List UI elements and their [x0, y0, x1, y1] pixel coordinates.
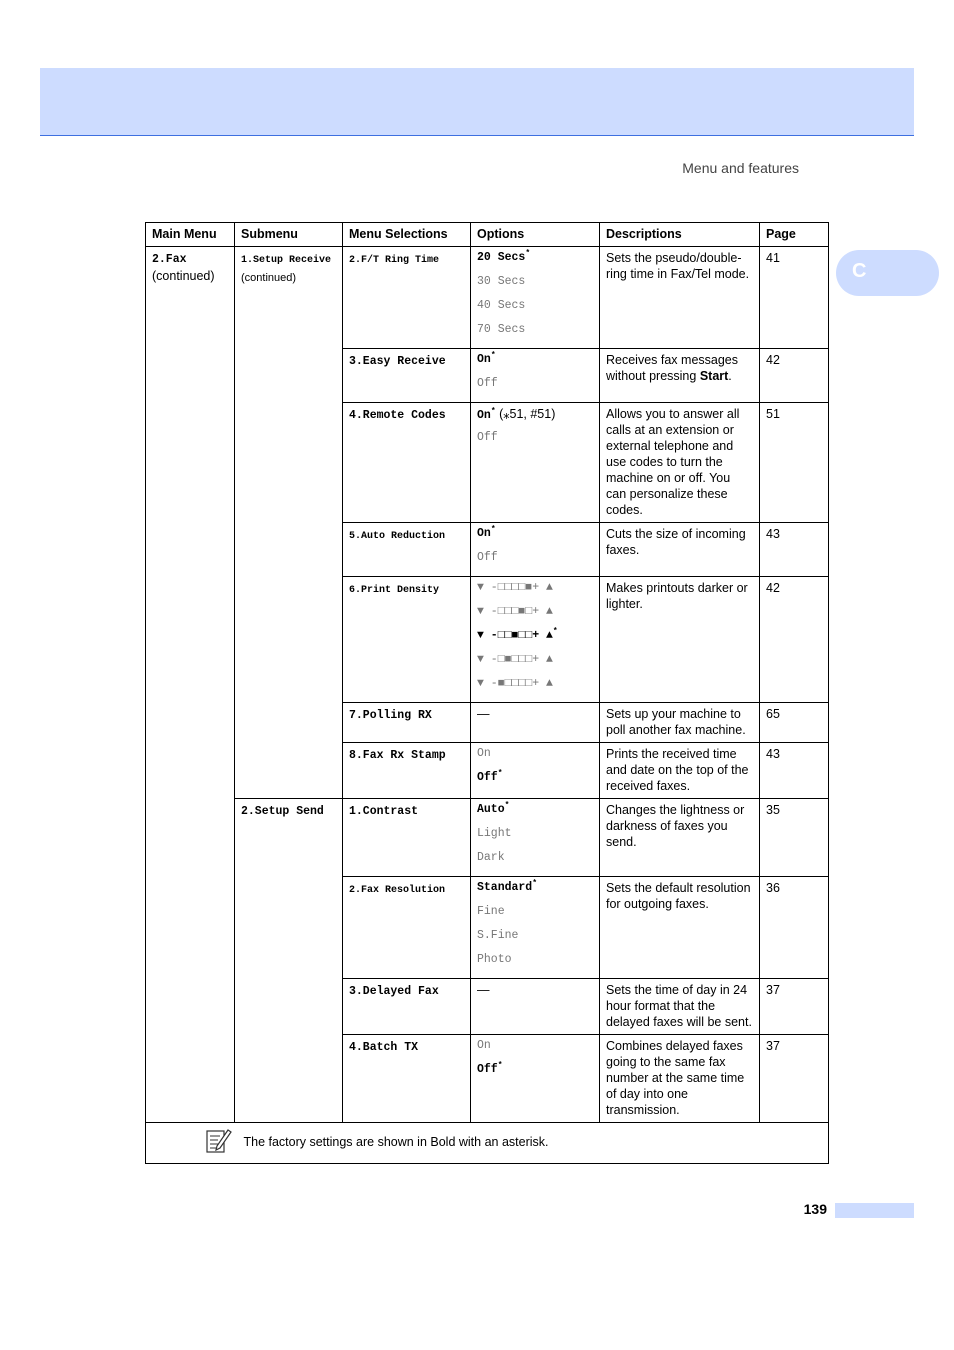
option-item [477, 878, 593, 902]
description-cell [600, 577, 760, 703]
options-cell [471, 799, 600, 877]
page-cell [760, 703, 829, 743]
note-text: The factory settings are shown in Bold with an asterisk. [243, 1135, 549, 1149]
default-marker: * [525, 249, 531, 259]
option-item [477, 524, 593, 548]
option-item [477, 248, 593, 272]
menu-selection: 8.Fax Rx Stamp [349, 749, 446, 762]
option-text: Dark [477, 851, 505, 864]
menu-selection-cell [343, 349, 471, 403]
option-item [477, 626, 593, 650]
option-item [477, 1060, 593, 1084]
default-marker: * [490, 351, 496, 361]
options-cell [471, 523, 600, 577]
note-cell [146, 1123, 829, 1164]
description-cell [600, 979, 760, 1035]
description-end: . [728, 369, 732, 383]
menu-selection-cell [343, 1035, 471, 1123]
default-marker: * [490, 525, 496, 535]
menu-selection: 4.Batch TX [349, 1041, 419, 1054]
description-cell [600, 743, 760, 799]
description-text: Changes the lightness or darkness of faxes you send. [606, 803, 745, 849]
option-item [477, 650, 593, 674]
column-header: Main Menu [146, 223, 235, 247]
menu-table [145, 222, 829, 1164]
option-item [477, 902, 593, 926]
option-text: Auto [477, 803, 505, 816]
table-row [146, 799, 829, 877]
option-text: 40 Secs [477, 299, 526, 312]
description-cell [600, 403, 760, 523]
option-item [477, 578, 593, 602]
default-marker: * [532, 879, 538, 889]
page-ref: 43 [766, 527, 780, 541]
option-item [477, 320, 593, 344]
menu-selection-cell [343, 703, 471, 743]
option-item [477, 296, 593, 320]
main-menu-continued: (continued) [152, 269, 215, 283]
menu-selection-cell [343, 979, 471, 1035]
table-row [146, 247, 829, 349]
page-cell [760, 979, 829, 1035]
menu-selection: 2.F/T Ring Time [349, 255, 440, 266]
option-text: On [477, 353, 491, 366]
page-cell [760, 799, 829, 877]
chapter-tab-letter: C [852, 260, 867, 282]
menu-selection: 3.Easy Receive [349, 355, 446, 368]
option-item [477, 800, 593, 824]
default-marker: * [497, 1061, 503, 1071]
description-cell [600, 1035, 760, 1123]
page-ref: 51 [766, 407, 780, 421]
options-cell [471, 703, 600, 743]
description-text: Allows you to answer all calls at an extension or external telephone and use codes to turn the machine on or off. You can personalize these codes. [606, 407, 740, 517]
page-ref: 65 [766, 707, 780, 721]
menu-selection: 4.Remote Codes [349, 409, 446, 422]
page-cell [760, 743, 829, 799]
options-cell [471, 247, 600, 349]
option-text: 20 Secs [477, 251, 526, 264]
option-text: — [477, 983, 490, 997]
option-item [477, 950, 593, 974]
option-item [477, 1036, 593, 1060]
page-ref: 43 [766, 747, 780, 761]
description-cell [600, 799, 760, 877]
page-ref: 41 [766, 251, 780, 265]
description-cell [600, 247, 760, 349]
option-item [477, 548, 593, 572]
menu-selection-cell [343, 247, 471, 349]
option-text: Off [477, 771, 498, 784]
option-text: ▼ -□■□□□+ ▲ [477, 653, 553, 666]
menu-selection-cell [343, 877, 471, 979]
options-cell [471, 743, 600, 799]
option-text: Off [477, 377, 498, 390]
option-item [477, 272, 593, 296]
option-item [477, 428, 593, 452]
option-item [477, 824, 593, 848]
page-cell [760, 403, 829, 523]
main-menu-label: 2.Fax [152, 253, 187, 266]
page-ref: 37 [766, 983, 780, 997]
option-item [477, 404, 593, 428]
description-text: Receives fax messages without pressing [606, 353, 739, 383]
description-text: Makes printouts darker or lighter. [606, 581, 748, 611]
option-text: Fine [477, 905, 505, 918]
main-menu-cell [146, 247, 235, 1123]
chapter-tab [836, 250, 939, 296]
description-text: Cuts the size of incoming faxes. [606, 527, 746, 557]
description-text: Sets the pseudo/double-ring time in Fax/Tel mode. [606, 251, 750, 281]
menu-selection: 2.Fax Resolution [349, 885, 446, 896]
options-cell [471, 979, 600, 1035]
menu-selection-cell [343, 577, 471, 703]
option-text: Off [477, 431, 498, 444]
menu-selection-cell [343, 523, 471, 577]
table-header-row [146, 223, 829, 247]
option-suffix: (⁎51, #51) [495, 407, 556, 421]
submenu-label: 1.Setup Receive [241, 255, 332, 266]
table-body [146, 247, 829, 1123]
menu-selection: 5.Auto Reduction [349, 531, 446, 542]
option-text: S.Fine [477, 929, 519, 942]
menu-selection: 7.Polling RX [349, 709, 432, 722]
options-cell [471, 403, 600, 523]
default-marker: * [552, 627, 558, 637]
submenu-continued: (continued) [241, 272, 297, 284]
options-cell [471, 1035, 600, 1123]
column-header: Menu Selections [343, 223, 471, 247]
page-ref: 42 [766, 581, 780, 595]
options-cell [471, 577, 600, 703]
note-row [146, 1123, 829, 1164]
page-cell [760, 247, 829, 349]
option-text: ▼ -□□□□■+ ▲ [477, 581, 553, 594]
option-item [477, 848, 593, 872]
column-header: Submenu [235, 223, 343, 247]
description-text: Sets the time of day in 24 hour format that the delayed faxes will be sent. [606, 983, 752, 1029]
option-item [477, 674, 593, 698]
description-cell [600, 703, 760, 743]
option-text: ▼ -□□■□□+ ▲ [477, 629, 553, 642]
option-text: Off [477, 1063, 498, 1076]
option-text: Off [477, 551, 498, 564]
submenu-cell [235, 247, 343, 799]
page-cell [760, 1035, 829, 1123]
header-band [40, 68, 914, 136]
page-number-bar [835, 1203, 914, 1218]
option-text: ▼ -■□□□□+ ▲ [477, 677, 553, 690]
option-item [477, 980, 593, 1004]
page-ref: 42 [766, 353, 780, 367]
option-item [477, 768, 593, 792]
option-text: 70 Secs [477, 323, 526, 336]
option-text: On [477, 409, 491, 422]
default-marker: * [504, 801, 510, 811]
column-header: Options [471, 223, 600, 247]
description-bold: Start [699, 369, 729, 383]
option-item [477, 926, 593, 950]
menu-selection-cell [343, 403, 471, 523]
default-marker: * [497, 769, 503, 779]
options-cell [471, 877, 600, 979]
description-text: Prints the received time and date on the top of the received faxes. [606, 747, 749, 793]
page-cell [760, 877, 829, 979]
page-ref: 37 [766, 1039, 780, 1053]
description-text: Combines delayed faxes going to the same fax number at the same time of day into one transmission. [606, 1039, 745, 1117]
menu-selection-cell [343, 743, 471, 799]
option-text: On [477, 747, 491, 760]
page-ref: 35 [766, 803, 780, 817]
menu-selection: 3.Delayed Fax [349, 985, 439, 998]
option-text: — [477, 707, 490, 721]
option-text: On [477, 527, 491, 540]
menu-selection: 6.Print Density [349, 585, 440, 596]
options-cell [471, 349, 600, 403]
option-text: On [477, 1039, 491, 1052]
option-item [477, 602, 593, 626]
page-number: 139 [803, 1201, 827, 1217]
option-text: Light [477, 827, 512, 840]
option-text: 30 Secs [477, 275, 526, 288]
option-item [477, 374, 593, 398]
description-text: Sets the default resolution for outgoing faxes. [606, 881, 751, 911]
page-cell [760, 577, 829, 703]
page-cell [760, 349, 829, 403]
option-item [477, 350, 593, 374]
option-text: Standard [477, 881, 533, 894]
note-pencil-icon [204, 1126, 232, 1158]
page-cell [760, 523, 829, 577]
option-text: Photo [477, 953, 512, 966]
option-text: ▼ -□□□■□+ ▲ [477, 605, 553, 618]
default-marker: * [490, 407, 496, 417]
menu-selection-cell [343, 799, 471, 877]
option-item [477, 744, 593, 768]
description-cell [600, 523, 760, 577]
submenu-label: 2.Setup Send [241, 805, 324, 818]
description-cell [600, 349, 760, 403]
column-header: Descriptions [600, 223, 760, 247]
description-cell [600, 877, 760, 979]
option-item [477, 704, 593, 728]
description-text: Sets up your machine to poll another fax machine. [606, 707, 746, 737]
submenu-cell [235, 799, 343, 1123]
column-header: Page [760, 223, 829, 247]
menu-selection: 1.Contrast [349, 805, 419, 818]
section-title: Menu and features [682, 160, 799, 176]
page-ref: 36 [766, 881, 780, 895]
